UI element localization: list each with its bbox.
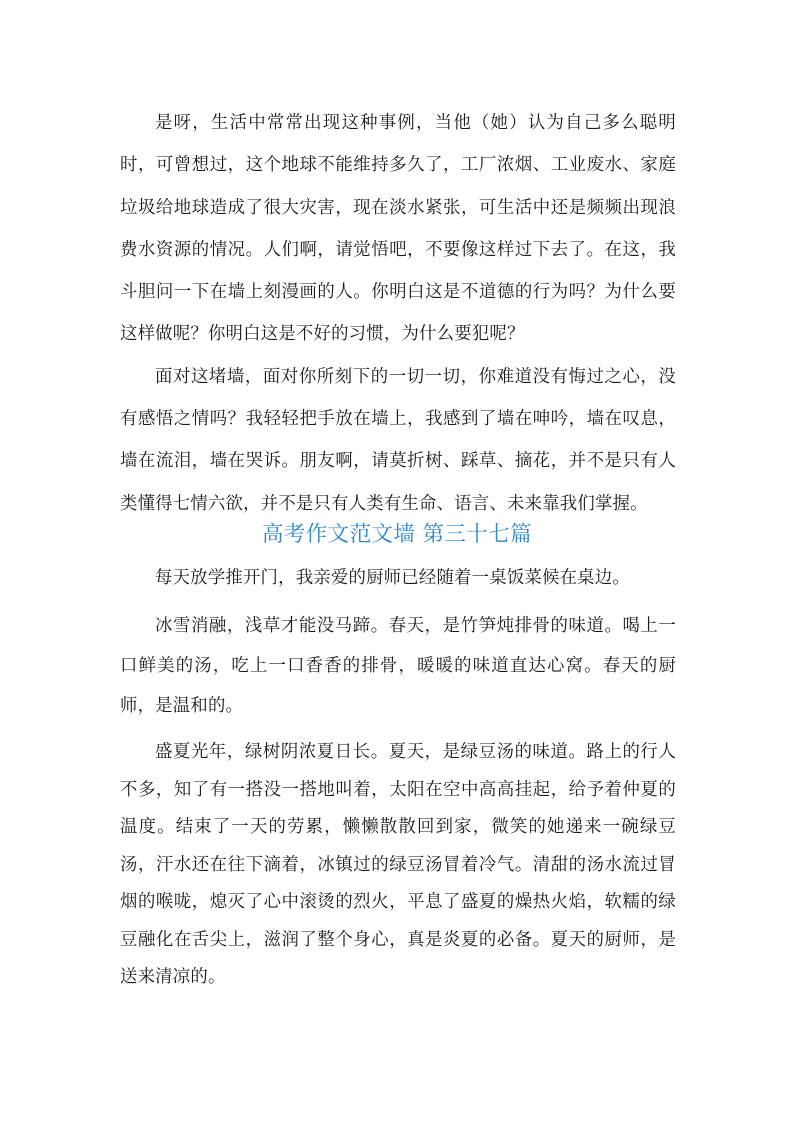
essay-title: 高考作文范文墙 第三十七篇 [261, 522, 533, 547]
paragraph: 每天放学推开门，我亲爱的厨师已经随着一桌饭菜候在桌边。 [155, 568, 630, 588]
essay-body-part-one [120, 102, 676, 525]
paragraph: 是呀，生活中常常出现这种事例，当他（她）认为自己多么聪明时，可曾想过，这个地球不能维持多久了，工厂浓烟、工业废水、家庭垃圾给地球造成了很大灾害，现在淡水紧张，可生活中还是频频出现浪费水资源的情况。人们啊，请觉悟吧，不要像这样过下去了。在这，我斗胆问一下在墙上刻漫画的人。你明白这是不道德的行为吗？为什么要这样做呢？你明白这是不好的习惯，为什么要犯呢？ [120, 113, 676, 345]
paragraph: 盛夏光年，绿树阴浓夏日长。夏天，是绿豆汤的味道。路上的行人不多，知了有一搭没一搭地叫着，太阳在空中高高挂起，给予着仲夏的温度。结束了一天的劳累，懒懒散散回到家，微笑的她递来一碗绿豆汤，汗水还在往下滴着，冰镇过的绿豆汤冒着冷气。清甜的汤水流过冒烟的喉咙，熄灭了心中滚烫的烈火，平息了盛夏的燥热火焰，软糯的绿豆融化在舌尖上，滋润了整个身心，真是炎夏的必备。夏天的厨师，是送来清凉的。 [120, 742, 676, 987]
paragraph: 面对这堵墙，面对你所刻下的一切一切，你难道没有悔过之心，没有感悟之情吗？我轻轻把手放在墙上，我感到了墙在呻吟，墙在叹息，墙在流泪，墙在哭诉。朋友啊，请莫折树、踩草、摘花，并不是只有人类懂得七情六欲，并不是只有人类有生命、语言、未来靠我们掌握。 [120, 366, 676, 514]
essay-body-part-two [120, 558, 676, 997]
paragraph: 冰雪消融，浅草才能没马蹄。春天，是竹笋炖排骨的味道。喝上一口鲜美的汤，吃上一口香香的排骨，暖暖的味道直达心窝。春天的厨师，是温和的。 [120, 616, 676, 716]
